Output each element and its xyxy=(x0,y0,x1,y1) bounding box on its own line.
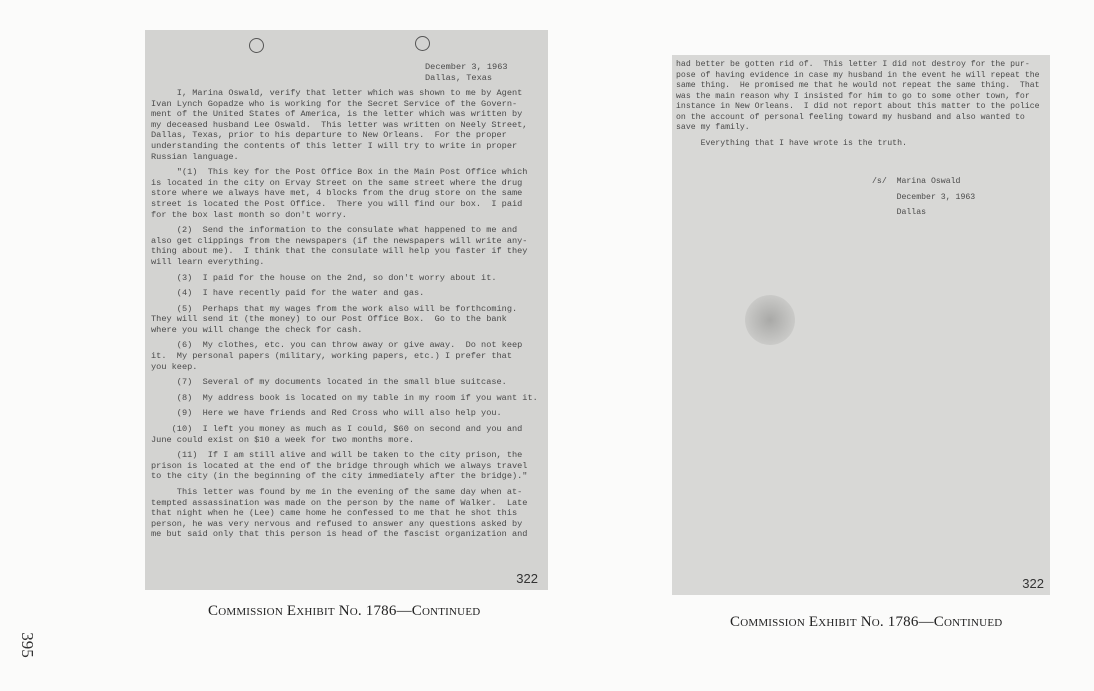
left-document-page xyxy=(145,30,548,590)
text-line: instance in New Orleans. I did not report about this matter to the police xyxy=(676,102,1040,111)
letter-date-place xyxy=(425,62,508,83)
text-line: you keep. xyxy=(151,361,198,372)
text-line: me but said only that this person is head of the fascist organization and xyxy=(151,529,528,540)
text-line: (7) Several of my documents located in the small blue suitcase. xyxy=(151,377,507,388)
text-line: save my family. xyxy=(676,123,750,132)
text-line: had better be gotten rid of. This letter I did not destroy for the pur- xyxy=(676,60,1030,69)
letter-body-continued xyxy=(676,60,1040,149)
text-line: Dallas, Texas xyxy=(425,72,493,83)
text-line: Dallas xyxy=(872,208,927,217)
text-line: store where we always have met, 4 blocks from the drug store on the same xyxy=(151,188,523,199)
text-line: Dallas, Texas, prior to his departure to New Orleans. For the proper xyxy=(151,130,507,141)
text-line: December 3, 1963 xyxy=(425,62,508,72)
text-line: it. My personal papers (military, working papers, etc.) I prefer that xyxy=(151,351,512,362)
text-line: December 3, 1963 xyxy=(872,192,976,202)
exhibit-page-number: 322 xyxy=(516,571,538,586)
text-line: was the main reason why I insisted for him to go to some other town, for xyxy=(676,91,1030,101)
text-line: understanding the contents of this letter I will try to write in proper xyxy=(151,140,518,151)
text-line: is located in the city on Ervay Street on the same street where the drug xyxy=(151,177,523,188)
text-line: thing about me). I think that the consulate will help you faster if they xyxy=(151,246,528,257)
text-line: for the box last month so don't worry. xyxy=(151,209,347,220)
text-line: "(1) This key for the Post Office Box in the Main Post Office which xyxy=(151,167,528,178)
text-line: /s/ Marina Oswald xyxy=(872,177,961,186)
text-line: Everything that I have wrote is the truth. xyxy=(676,138,907,148)
volume-page-number: 395 xyxy=(17,632,37,658)
text-line: (2) Send the information to the consulate what happened to me and xyxy=(151,225,518,236)
text-line: (6) My clothes, etc. you can throw away or give away. Do not keep xyxy=(151,340,523,351)
exhibit-page-number: 322 xyxy=(1022,576,1044,591)
text-line: Ivan Lynch Gopadze who is working for the Secret Service of the Govern- xyxy=(151,98,518,109)
right-document-page xyxy=(672,55,1050,595)
signature-block xyxy=(872,177,975,219)
right-caption: Commission Exhibit No. 1786—Continued xyxy=(730,614,1003,630)
text-line: to the city (in the beginning of the city immediately after the bridge)." xyxy=(151,471,528,482)
text-line: where you will change the check for cash. xyxy=(151,324,363,335)
text-line: (11) If I am still alive and will be taken to the city prison, the xyxy=(151,450,523,461)
text-line: will learn everything. xyxy=(151,256,265,267)
text-line: prison is located at the end of the bridge through which we always travel xyxy=(151,460,528,471)
letter-body xyxy=(151,88,538,540)
text-line: street is located the Post Office. There you will find our box. I paid xyxy=(151,198,523,209)
text-line: person, he was very nervous and refused to answer any questions asked by xyxy=(151,518,523,529)
text-line: ment of the United States of America, is the letter which was written by xyxy=(151,109,523,120)
left-caption: Commission Exhibit No. 1786—Continued xyxy=(208,603,481,619)
text-line: on the account of personal feeling toward my husband and also wanted to xyxy=(676,112,1025,122)
text-line: my deceased husband Lee Oswald. This letter was written on Neely Street, xyxy=(151,119,528,130)
scan-smudge xyxy=(745,295,795,345)
text-line: (8) My address book is located on my table in my room if you want it. xyxy=(151,392,538,403)
text-line: (9) Here we have friends and Red Cross who will also help you. xyxy=(151,408,502,419)
punch-hole-icon xyxy=(249,38,264,53)
text-line: June could exist on $10 a week for two months more. xyxy=(151,434,415,445)
text-line: (10) I left you money as much as I could, $60 on second and you and xyxy=(151,424,523,435)
text-line: (4) I have recently paid for the water and gas. xyxy=(151,288,425,299)
text-line: They will send it (the money) to our Post Office Box. Go to the bank xyxy=(151,314,507,325)
text-line: also get clippings from the newspapers (if the newspapers will write any- xyxy=(151,235,528,246)
text-line: tempted assassination was made on the person by the name of Walker. Late xyxy=(151,497,528,508)
text-line: (5) Perhaps that my wages from the work also will be forthcoming. xyxy=(151,303,518,314)
text-line: same thing. He promised me that he would not repeat the same thing. That xyxy=(676,81,1040,90)
text-line: I, Marina Oswald, verify that letter which was shown to me by Agent xyxy=(151,88,523,98)
text-line: (3) I paid for the house on the 2nd, so don't worry about it. xyxy=(151,272,497,283)
text-line: that night when he (Lee) came home he confessed to me that he shot this xyxy=(151,508,518,519)
text-line: This letter was found by me in the evening of the same day when at- xyxy=(151,487,523,497)
text-line: Russian language. xyxy=(151,151,239,162)
text-line: pose of having evidence in case my husband in the event he will repeat the xyxy=(676,70,1040,80)
punch-hole-icon xyxy=(415,36,430,51)
